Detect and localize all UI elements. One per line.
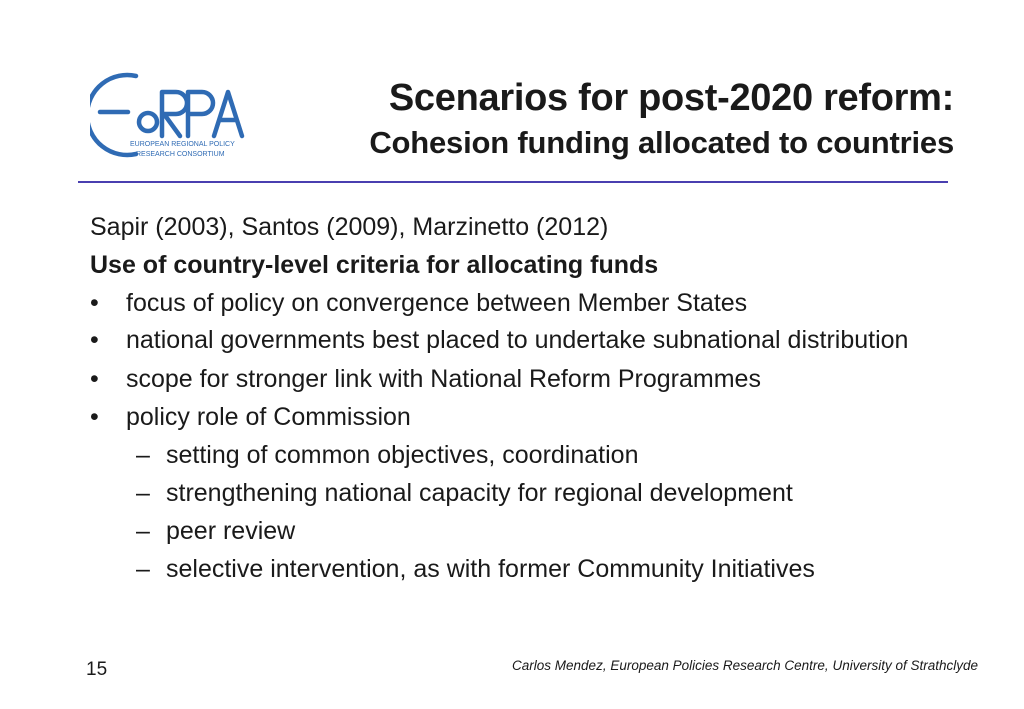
bullet-text: focus of policy on convergence between Member States	[126, 289, 748, 317]
bullet-item	[90, 398, 970, 436]
bullet-text: policy role of Commission	[126, 403, 411, 431]
dash-icon: –	[136, 517, 150, 545]
bullet-text: national governments best placed to undertake subnational distribution	[126, 326, 909, 354]
bullet-item	[90, 360, 970, 398]
bullet-icon: •	[90, 289, 99, 317]
logo-text-line1: EUROPEAN REGIONAL POLICY	[130, 141, 235, 148]
dash-icon: –	[136, 479, 150, 507]
sub-bullet-text: strengthening national capacity for regional development	[166, 479, 793, 507]
title-divider	[78, 181, 948, 183]
bullet-icon: •	[90, 326, 99, 354]
sub-bullet-text: selective intervention, as with former Community Initiatives	[166, 555, 815, 583]
dash-icon: –	[136, 441, 150, 469]
sub-bullet-item	[90, 512, 970, 550]
title-line-2: Cohesion funding allocated to countries	[369, 125, 954, 160]
sub-bullet-item	[90, 436, 970, 474]
sub-bullet-item	[90, 550, 970, 588]
bullet-text: scope for stronger link with National Reform Programmes	[126, 365, 761, 393]
logo-text-line2: RESEARCH CONSORTIUM	[136, 151, 225, 158]
references-line: Sapir (2003), Santos (2009), Marzinetto (2012)	[90, 213, 609, 241]
eorpa-logo	[90, 66, 250, 166]
sub-bullet-text: setting of common objectives, coordination	[166, 441, 639, 469]
page-number: 15	[86, 659, 108, 680]
bullet-icon: •	[90, 403, 99, 431]
dash-icon: –	[136, 555, 150, 583]
section-heading: Use of country-level criteria for allocating funds	[90, 251, 659, 279]
bullet-item	[90, 284, 970, 322]
title-line-1: Scenarios for post-2020 reform:	[388, 77, 954, 119]
footer-credit: Carlos Mendez, European Policies Research Centre, University of Strathclyde	[512, 658, 978, 673]
slide-body	[90, 208, 970, 588]
bullet-icon: •	[90, 365, 99, 393]
sub-bullet-item	[90, 474, 970, 512]
bullet-item	[90, 322, 926, 360]
sub-bullet-text: peer review	[166, 517, 296, 545]
slide-title	[369, 78, 954, 163]
